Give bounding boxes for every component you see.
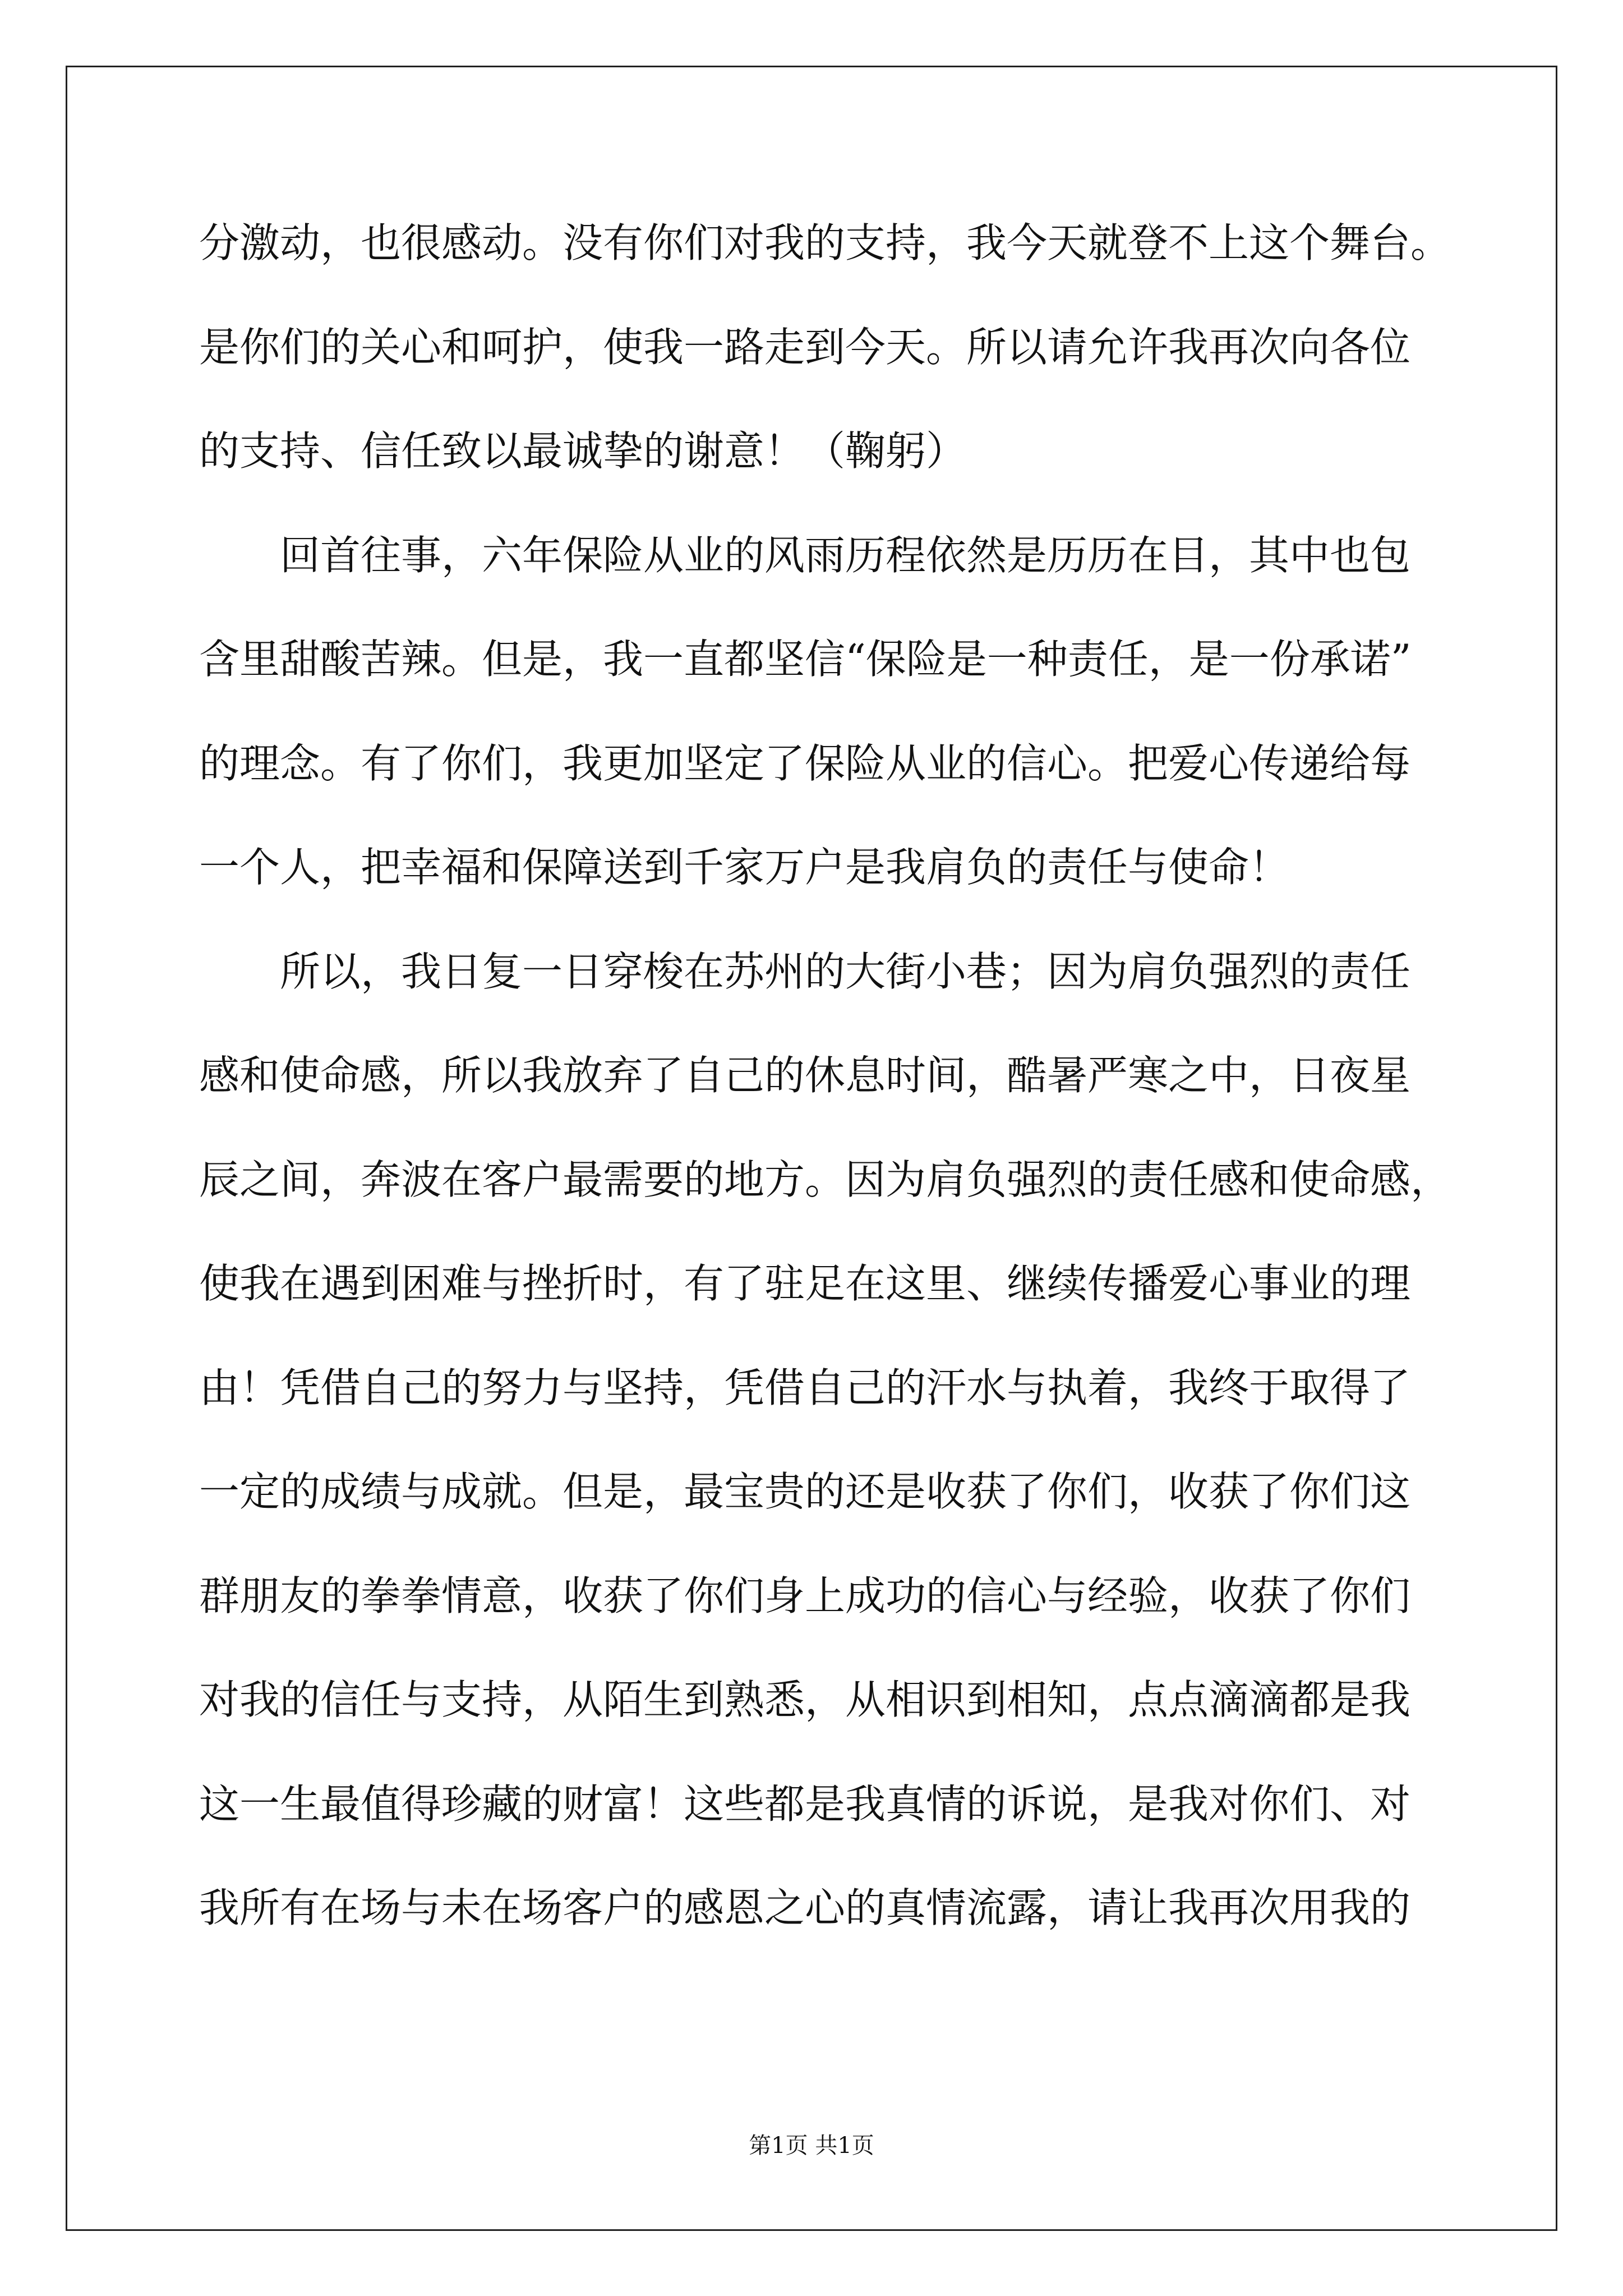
text-line-10: 辰之间，奔波在客户最需要的地方。因为肩负强烈的责任感和使命感， (199, 1156, 1451, 1203)
text-line-1: 分激动，也很感动。没有你们对我的支持，我今天就登不上这个舞台。 (199, 219, 1451, 266)
text-line-14: 群朋友的拳拳情意，收获了你们身上成功的信心与经验，收获了你们 (199, 1572, 1411, 1619)
text-line-6: 的理念。有了你们，我更加坚定了保险从业的信心。把爱心传递给每 (199, 739, 1411, 787)
text-line-5: 含里甜酸苦辣。但是，我一直都坚信“保险是一种责任，是一份承诺” (199, 636, 1412, 683)
text-line-7: 一个人，把幸福和保障送到千家万户是我肩负的责任与使命！ (199, 844, 1290, 891)
text-line-11: 使我在遇到困难与挫折时，有了驻足在这里、继续传播爱心事业的理 (199, 1260, 1411, 1307)
page-number-footer: 第1页 共1页 (749, 2133, 874, 2159)
text-line-15: 对我的信任与支持，从陌生到熟悉，从相识到相知，点点滴滴都是我 (199, 1676, 1411, 1723)
text-line-16: 这一生最值得珍藏的财富！这些都是我真情的诉说，是我对你们、对 (199, 1780, 1411, 1828)
text-line-17: 我所有在场与未在场客户的感恩之心的真情流露，请让我再次用我的 (199, 1884, 1411, 1931)
text-line-9: 感和使命感，所以我放弃了自己的休息时间，酷暑严寒之中，日夜星 (199, 1052, 1411, 1099)
text-line-12: 由！凭借自己的努力与坚持，凭借自己的汗水与执着，我终于取得了 (199, 1364, 1411, 1411)
text-line-3: 的支持、信任致以最诚挚的谢意！（鞠躬） (199, 427, 967, 475)
text-line-8: 所以，我日复一日穿梭在苏州的大街小巷；因为肩负强烈的责任 (280, 947, 1411, 995)
text-line-4: 回首往事，六年保险从业的风雨历程依然是历历在目，其中也包 (280, 531, 1411, 579)
text-line-13: 一定的成绩与成就。但是，最宝贵的还是收获了你们，收获了你们这 (199, 1468, 1411, 1515)
document-body (199, 218, 1451, 1987)
text-line-2: 是你们的关心和呵护，使我一路走到今天。所以请允许我再次向各位 (199, 323, 1411, 371)
